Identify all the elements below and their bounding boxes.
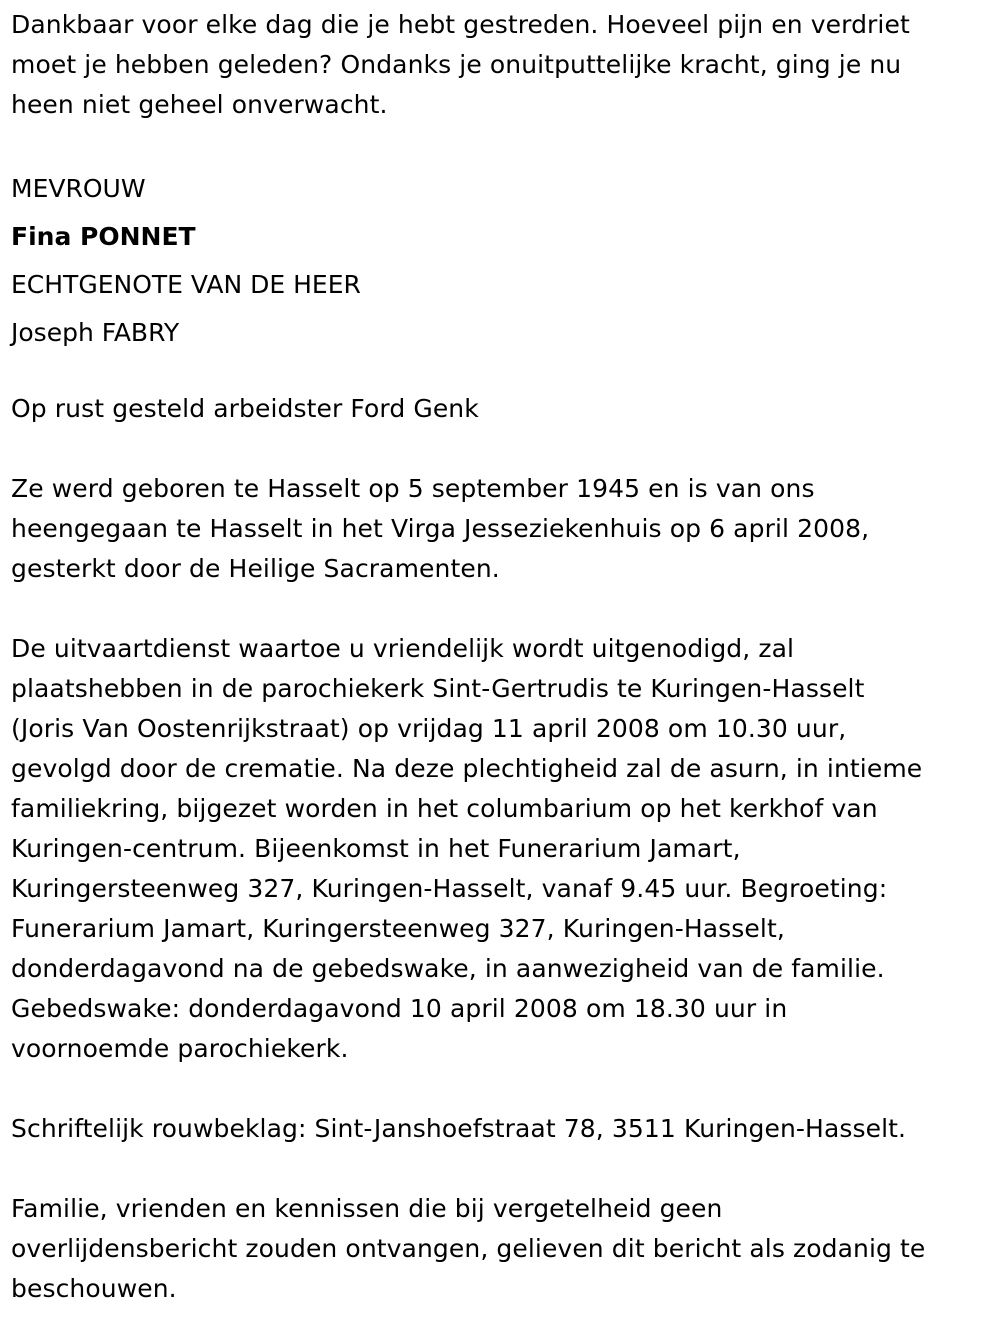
- occupation-line: Op rust gesteld arbeidster Ford Genk: [11, 394, 479, 423]
- closing-line: overlijdensbericht zouden ontvangen, gelieven dit bericht als zodanig te: [11, 1234, 926, 1263]
- funeral-line: donderdagavond na de gebedswake, in aanwezigheid van de familie.: [11, 954, 885, 983]
- title-line: MEVROUW: [11, 174, 146, 203]
- funeral-line: (Joris Van Oostenrijkstraat) op vrijdag 11 april 2008 om 10.30 uur,: [11, 714, 847, 743]
- name-block: [11, 165, 980, 357]
- closing-paragraph: [11, 1189, 980, 1309]
- birth-death-line: heengegaan te Hasselt in het Virga Jesseziekenhuis op 6 april 2008,: [11, 514, 870, 543]
- poem-line: moet je hebben geleden? Ondanks je onuitputtelijke kracht, ging je nu: [11, 50, 902, 79]
- spouse-relation: ECHTGENOTE VAN DE HEER: [11, 270, 361, 299]
- birth-death-line: gesterkt door de Heilige Sacramenten.: [11, 554, 500, 583]
- spacer: [11, 589, 980, 629]
- deceased-name: Fina PONNET: [11, 222, 196, 251]
- funeral-line: Kuringen-centrum. Bijeenkomst in het Funerarium Jamart,: [11, 834, 741, 863]
- funeral-line: familiekring, bijgezet worden in het columbarium op het kerkhof van: [11, 794, 878, 823]
- closing-line: beschouwen.: [11, 1274, 177, 1303]
- birth-death-line: Ze werd geboren te Hasselt op 5 september 1945 en is van ons: [11, 474, 815, 503]
- funeral-line: voornoemde parochiekerk.: [11, 1034, 349, 1063]
- condolence-line: Schriftelijk rouwbeklag: Sint-Janshoefstraat 78, 3511 Kuringen-Hasselt.: [11, 1114, 907, 1143]
- spacer: [11, 125, 980, 165]
- funeral-line: Funerarium Jamart, Kuringersteenweg 327, Kuringen-Hasselt,: [11, 914, 785, 943]
- spacer: [11, 429, 980, 469]
- funeral-line: De uitvaartdienst waartoe u vriendelijk wordt uitgenodigd, zal: [11, 634, 795, 663]
- funeral-paragraph: [11, 629, 980, 1069]
- spacer: [11, 1069, 980, 1109]
- birth-death-paragraph: [11, 469, 980, 589]
- funeral-line: Kuringersteenweg 327, Kuringen-Hasselt, vanaf 9.45 uur. Begroeting:: [11, 874, 888, 903]
- spacer: [11, 1149, 980, 1189]
- poem-line: Dankbaar voor elke dag die je hebt gestreden. Hoeveel pijn en verdriet: [11, 10, 910, 39]
- occupation-paragraph: [11, 389, 980, 429]
- condolence-paragraph: [11, 1109, 980, 1149]
- funeral-line: plaatshebben in de parochiekerk Sint-Gertrudis te Kuringen-Hasselt: [11, 674, 865, 703]
- funeral-line: Gebedswake: donderdagavond 10 april 2008 om 18.30 uur in: [11, 994, 788, 1023]
- closing-line: Familie, vrienden en kennissen die bij vergetelheid geen: [11, 1194, 723, 1223]
- funeral-line: gevolgd door de crematie. Na deze plechtigheid zal de asurn, in intieme: [11, 754, 923, 783]
- spouse-name: Joseph FABRY: [11, 318, 180, 347]
- poem-line: heen niet geheel onverwacht.: [11, 90, 388, 119]
- spacer: [11, 357, 980, 389]
- poem-paragraph: [11, 5, 980, 125]
